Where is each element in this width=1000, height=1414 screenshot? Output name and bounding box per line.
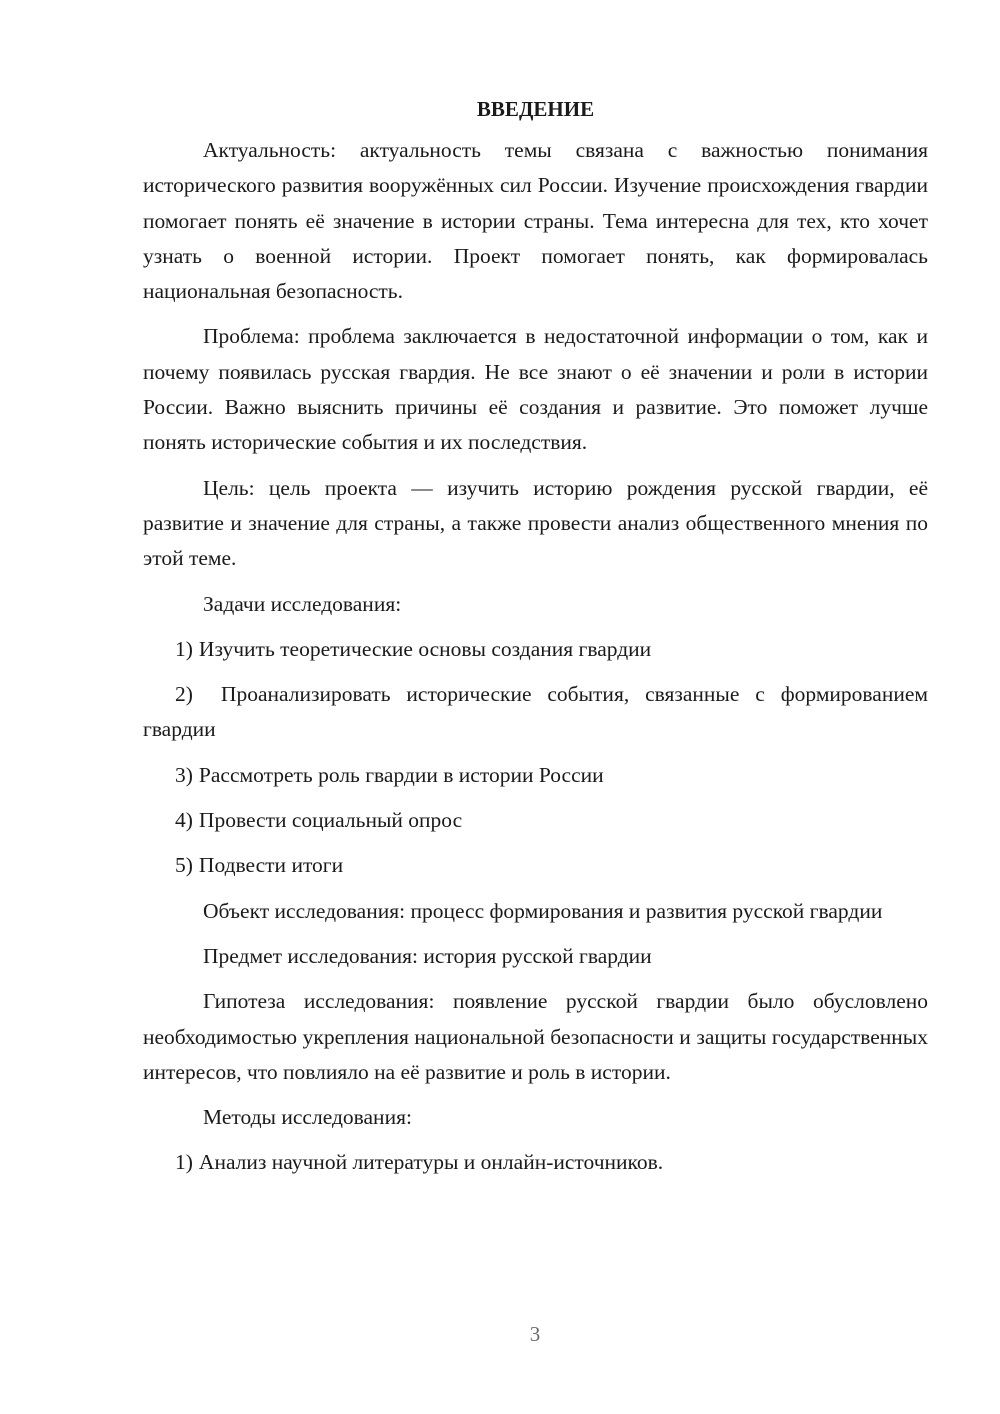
task-item-3 — [143, 758, 928, 793]
subject-paragraph: Предмет исследования: история русской гвардии — [203, 943, 652, 968]
task-text: Проанализировать исторические события, связанные с формированием гвардии — [143, 682, 928, 742]
task-text: Провести социальный опрос — [198, 808, 463, 833]
task-text: Изучить теоретические основы создания гвардии — [198, 636, 652, 661]
task-number: 5) — [175, 853, 193, 878]
section-title: ВВЕДЕНИЕ — [476, 97, 595, 121]
methods-heading: Методы исследования: — [203, 1105, 412, 1130]
page-number: 3 — [529, 1322, 541, 1346]
task-item-2 — [143, 677, 928, 748]
task-number: 2) — [175, 682, 193, 707]
method-item-1 — [143, 1145, 928, 1180]
task-number: 1) — [175, 636, 193, 661]
problem-paragraph: Проблема: проблема заключается в недостаточной информации о том, как и почему появилась русская гвардия. Не все знают о её значении и роли в истории России. Важно выяснить причины её создания и развитие. Это поможет лучше понять исторические события и их последствия. — [143, 324, 928, 455]
relevance-paragraph: Актуальность: актуальность темы связана с важностью понимания исторического развития вооружённых сил России. Изучение происхождения гвардии помогает понять её значение в истории страны. Тема интересна для тех, кто хочет узнать о военной истории. Проект помогает понять, как формировалась национальная безопасность. — [143, 138, 928, 304]
task-item-1 — [143, 632, 928, 667]
tasks-heading: Задачи исследования: — [203, 591, 402, 616]
task-item-4 — [143, 803, 928, 838]
task-text: Рассмотреть роль гвардии в истории России — [198, 762, 604, 787]
task-item-5 — [143, 848, 928, 883]
object-paragraph: Объект исследования: процесс формирования и развития русской гвардии — [203, 898, 883, 923]
document-page — [143, 92, 928, 1191]
method-text: Анализ научной литературы и онлайн-источников. — [198, 1150, 664, 1175]
task-text: Подвести итоги — [198, 853, 344, 878]
method-number: 1) — [175, 1150, 193, 1175]
task-number: 4) — [175, 808, 193, 833]
goal-paragraph: Цель: цель проекта — изучить историю рождения русской гвардии, её развитие и значение для страны, а также провести анализ общественного мнения по этой теме. — [143, 475, 928, 571]
task-number: 3) — [175, 762, 193, 787]
hypothesis-paragraph: Гипотеза исследования: появление русской гвардии было обусловлено необходимостью укрепления национальной безопасности и защиты государственных интересов, что повлияло на её развитие и роль в истории. — [143, 989, 928, 1084]
